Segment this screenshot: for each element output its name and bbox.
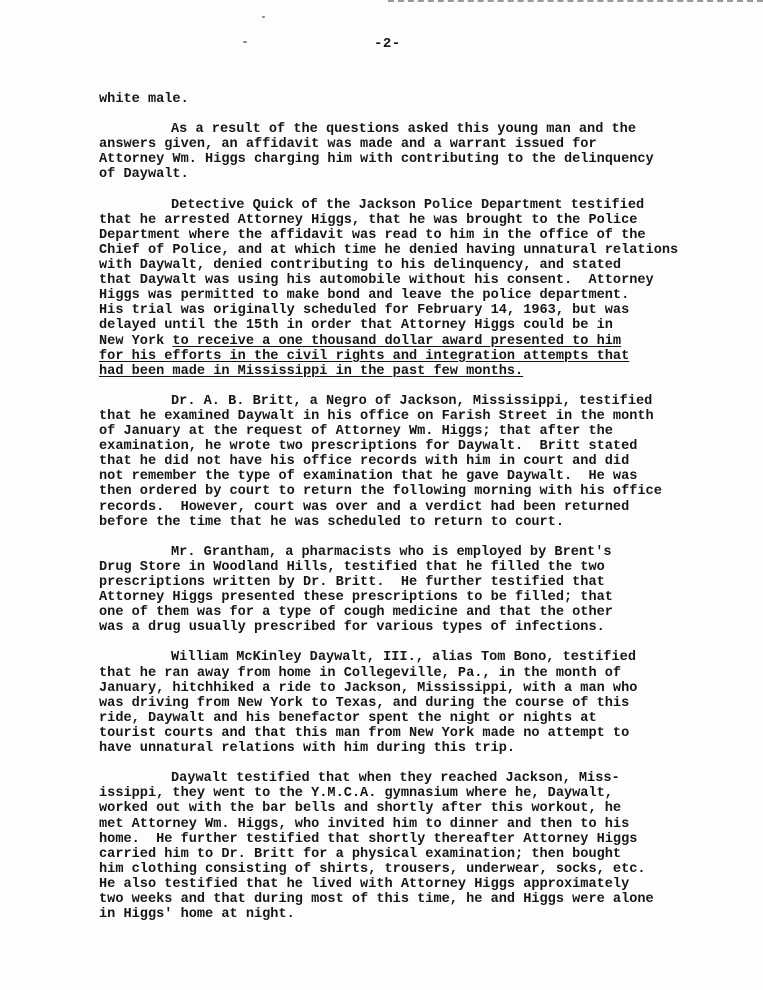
- line-text: January, hitchhiked a ride to Jackson, Mississippi, with a man who: [99, 680, 638, 696]
- line-text: Dr. A. B. Britt, a Negro of Jackson, Mississippi, testified: [171, 393, 653, 409]
- text-line: [99, 394, 744, 409]
- text-line: [99, 786, 744, 801]
- paragraph: [99, 92, 744, 107]
- line-text: was a drug usually prescribed for various types of infections.: [99, 620, 605, 636]
- text-line: [99, 741, 744, 756]
- line-text: of January at the request of Attorney Wm. Higgs; that after the: [99, 424, 613, 440]
- text-line: [99, 545, 744, 560]
- text-line: [99, 288, 744, 303]
- line-text: answers given, an affidavit was made and a warrant issued for: [99, 137, 597, 153]
- text-line: [99, 243, 744, 258]
- text-line: [99, 801, 744, 816]
- line-text: in Higgs' home at night.: [99, 907, 295, 923]
- underlined-text: for his efforts in the civil rights and integration attempts that: [99, 348, 630, 364]
- line-text: carried him to Dr. Britt for a physical examination; then bought: [99, 846, 622, 862]
- text-line: [99, 590, 744, 605]
- line-text: Higgs was permitted to make bond and leave the police department.: [99, 288, 630, 304]
- line-text: New York: [99, 333, 173, 349]
- line-text: ride, Daywalt and his benefactor spent the night or nights at: [99, 710, 597, 726]
- text-line: [99, 258, 744, 273]
- text-line: [99, 832, 744, 847]
- text-line: [99, 605, 744, 620]
- text-line: [99, 273, 744, 288]
- line-text: He also testified that he lived with Attorney Higgs approximately: [99, 876, 630, 892]
- line-text: worked out with the bar bells and shortly after this workout, he: [99, 801, 622, 817]
- text-line: [99, 439, 744, 454]
- text-line: [99, 711, 744, 726]
- text-line: [99, 318, 744, 333]
- line-text: Attorney Wm. Higgs charging him with contributing to the delinquency: [99, 152, 654, 168]
- line-text: As a result of the questions asked this young man and the: [171, 122, 636, 138]
- text-line: [99, 469, 744, 484]
- line-text: not remember the type of examination that he gave Daywalt. He was: [99, 469, 638, 485]
- top-edge-rule: [388, 0, 763, 2]
- document-body: [99, 92, 744, 937]
- text-line: [99, 92, 744, 107]
- text-line: [99, 666, 744, 681]
- text-line: [99, 847, 744, 862]
- text-line: [99, 409, 744, 424]
- line-text: Department where the affidavit was read to him in the office of the: [99, 227, 646, 243]
- text-line: [99, 817, 744, 832]
- underlined-text: had been made in Mississippi in the past few months.: [99, 363, 524, 379]
- line-text: two weeks and that during most of this time, he and Higgs were alone: [99, 891, 654, 907]
- line-text: issippi, they went to the Y.M.C.A. gymnasium where he, Daywalt,: [99, 786, 613, 802]
- line-text: records. However, court was over and a verdict had been returned: [99, 499, 630, 515]
- paragraph: [99, 771, 744, 922]
- underlined-text: to receive a one thousand dollar award presented to him: [172, 333, 622, 349]
- paragraph: [99, 650, 744, 756]
- line-text: that Daywalt was using his automobile without his consent. Attorney: [99, 273, 654, 289]
- text-line: [99, 515, 744, 530]
- line-text: him clothing consisting of shirts, trousers, underwear, socks, etc.: [99, 861, 646, 877]
- line-text: Attorney Higgs presented these prescriptions to be filled; that: [99, 590, 613, 606]
- line-text: Detective Quick of the Jackson Police Department testified: [171, 197, 645, 213]
- text-line: [99, 349, 744, 364]
- text-line: [99, 500, 744, 515]
- line-text: white male.: [99, 92, 189, 107]
- line-text: met Attorney Wm. Higgs, who invited him to dinner and then to his: [99, 816, 630, 832]
- line-text: home. He further testified that shortly thereafter Attorney Higgs: [99, 831, 638, 847]
- line-text: Daywalt testified that when they reached Jackson, Miss-: [171, 771, 620, 787]
- text-line: [99, 213, 744, 228]
- line-text: delayed until the 15th in order that Attorney Higgs could be in: [99, 318, 613, 334]
- line-text: prescriptions written by Dr. Britt. He further testified that: [99, 575, 605, 590]
- page-number: -2-: [374, 36, 401, 52]
- scan-speck: [243, 41, 247, 43]
- text-line: [99, 137, 744, 152]
- line-text: that he ran away from home in Collegeville, Pa., in the month of: [99, 665, 622, 681]
- line-text: William McKinley Daywalt, III., alias Tom Bono, testified: [171, 650, 636, 666]
- text-line: [99, 228, 744, 243]
- paragraph: [99, 545, 744, 636]
- text-line: [99, 877, 744, 892]
- line-text: that he arrested Attorney Higgs, that he was brought to the Police: [99, 212, 638, 228]
- line-text: before the time that he was scheduled to return to court.: [99, 514, 564, 530]
- line-text: Mr. Grantham, a pharmacists who is employed by Brent's: [171, 544, 612, 560]
- text-line: [99, 334, 744, 349]
- paragraph: [99, 122, 744, 182]
- paragraph: [99, 198, 744, 379]
- text-line: [99, 198, 744, 213]
- line-text: with Daywalt, denied contributing to his delinquency, and stated: [99, 258, 622, 274]
- line-text: was driving from New York to Texas, and during the course of this: [99, 695, 630, 711]
- paragraph: [99, 394, 744, 530]
- text-line: [99, 862, 744, 877]
- text-line: [99, 650, 744, 665]
- text-line: [99, 696, 744, 711]
- line-text: one of them was for a type of cough medicine and that the other: [99, 605, 613, 621]
- line-text: His trial was originally scheduled for February 14, 1963, but was: [99, 303, 630, 319]
- text-line: [99, 681, 744, 696]
- line-text: tourist courts and that this man from New York made no attempt to: [99, 725, 630, 741]
- text-line: [99, 424, 744, 439]
- text-line: [99, 122, 744, 137]
- text-line: [99, 303, 744, 318]
- text-line: [99, 364, 744, 379]
- text-line: [99, 726, 744, 741]
- text-line: [99, 484, 744, 499]
- text-line: [99, 620, 744, 635]
- line-text: of Daywalt.: [99, 167, 189, 183]
- line-text: Chief of Police, and at which time he denied having unnatural relations: [99, 242, 679, 258]
- text-line: [99, 560, 744, 575]
- text-line: [99, 454, 744, 469]
- line-text: have unnatural relations with him during this trip.: [99, 741, 516, 757]
- text-line: [99, 907, 744, 922]
- scan-speck: [262, 16, 265, 18]
- line-text: that he examined Daywalt in his office on Farish Street in the month: [99, 408, 654, 424]
- line-text: examination, he wrote two prescriptions for Daywalt. Britt stated: [99, 439, 638, 455]
- text-line: [99, 892, 744, 907]
- line-text: then ordered by court to return the following morning with his office: [99, 484, 662, 500]
- text-line: [99, 152, 744, 167]
- text-line: [99, 575, 744, 590]
- line-text: Drug Store in Woodland Hills, testified that he filled the two: [99, 559, 605, 575]
- text-line: [99, 771, 744, 786]
- line-text: that he did not have his office records with him in court and did: [99, 454, 630, 470]
- text-line: [99, 167, 744, 182]
